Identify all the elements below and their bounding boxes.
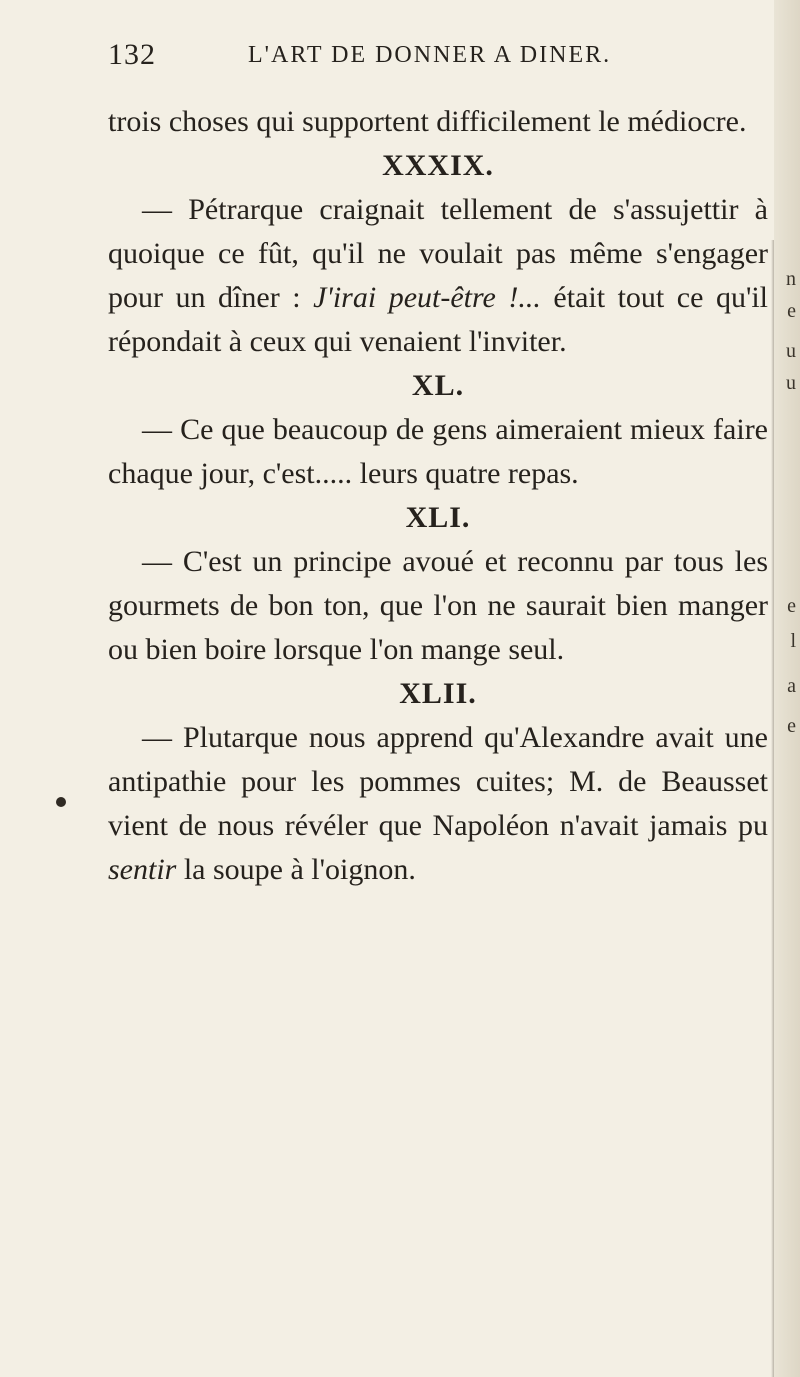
paragraph: trois choses qui supportent difficilement le médiocre. bbox=[108, 105, 747, 138]
edge-letter-fragment: u bbox=[786, 372, 796, 394]
text-run: la soupe à l'oignon. bbox=[176, 853, 416, 886]
section-number-heading: XL. bbox=[411, 369, 465, 402]
facing-page-edge bbox=[774, 0, 800, 1377]
edge-letter-fragment: a bbox=[787, 675, 796, 697]
italic-phrase: sentir bbox=[108, 853, 177, 886]
edge-letter-fragment: e bbox=[787, 715, 796, 737]
italic-phrase: J'irai peut-être !... bbox=[313, 281, 541, 314]
page-body bbox=[108, 100, 768, 892]
text-run: — Plutarque nous apprend qu'Alexandre avait une antipathie pour les pommes cuites; M. de Beausset vient de nous révéler que Napoléon n'avait jamais pu bbox=[108, 721, 768, 842]
section-number-heading: XXXIX. bbox=[382, 149, 494, 182]
edge-letter-fragment: e bbox=[787, 300, 796, 322]
paragraph: — Ce que beaucoup de gens aimeraient mieux faire chaque jour, c'est..... leurs quatre repas. bbox=[108, 413, 768, 490]
edge-letter-fragment: l bbox=[790, 630, 796, 652]
edge-letter-fragment: e bbox=[787, 595, 796, 617]
page-header bbox=[108, 38, 788, 78]
paragraph bbox=[108, 716, 768, 892]
running-title: L'ART DE DONNER A DINER. bbox=[248, 42, 612, 68]
edge-letter-fragment: u bbox=[786, 340, 796, 362]
edge-letter-fragment: n bbox=[786, 268, 796, 290]
paragraph bbox=[108, 188, 768, 364]
text-run: était tout ce qu'il répondait à ceux qui venaient l'inviter. bbox=[108, 281, 769, 358]
page-number: 132 bbox=[108, 38, 156, 71]
section-number-heading: XLII. bbox=[399, 677, 477, 710]
paragraph: — C'est un principe avoué et reconnu par tous les gourmets de bon ton, que l'on ne saurait bien manger ou bien boire lorsque l'on mange seul. bbox=[108, 545, 768, 666]
margin-bullet-mark bbox=[56, 797, 66, 807]
section-number-heading: XLI. bbox=[405, 501, 471, 534]
text-run: — Pétrarque craignait tellement de s'assujettir à quoique ce fût, qu'il ne voulait pas même s'engager pour un dîner : bbox=[108, 193, 768, 314]
